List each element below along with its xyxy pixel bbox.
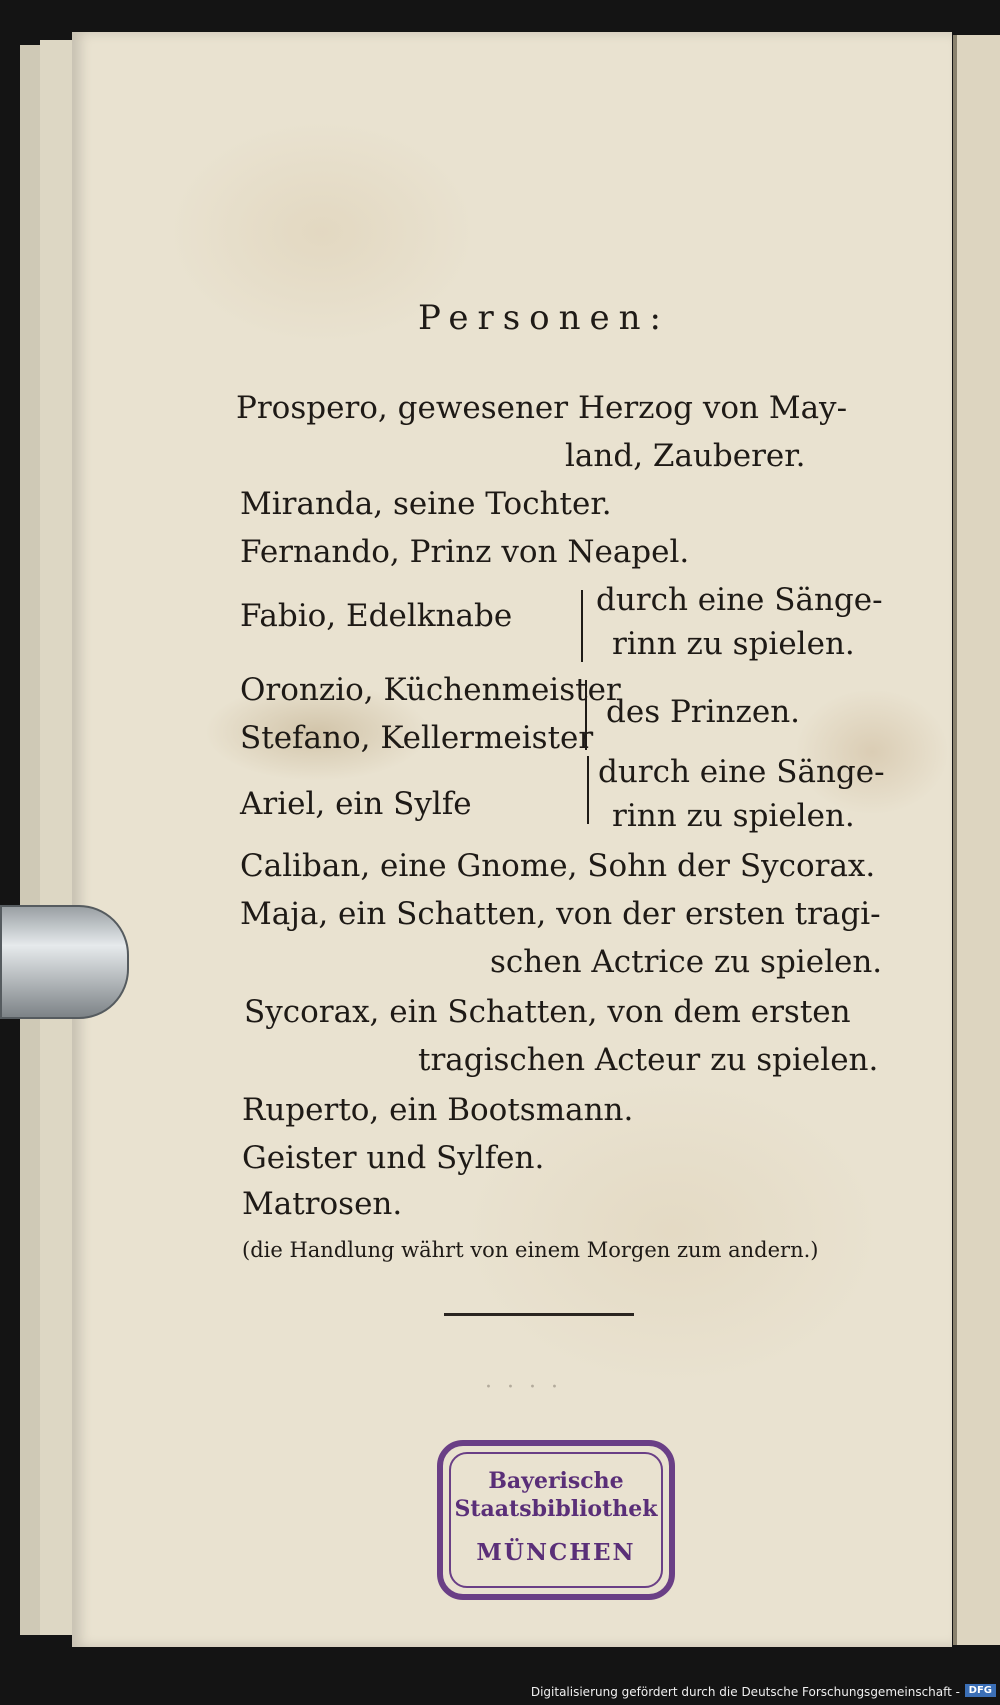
cast-maja-line1: Maja, ein Schatten, von der ersten tragi- (240, 896, 881, 932)
book-page (72, 32, 952, 1647)
cast-maja-line2: schen Actrice zu spielen. (490, 944, 883, 980)
divider-rule (444, 1313, 634, 1316)
cast-ariel: Ariel, ein Sylfe (240, 786, 472, 822)
brace-fabio (581, 590, 583, 662)
stamp-line-1: Bayerische (488, 1468, 624, 1494)
right-page-edge (953, 35, 1000, 1645)
stamp-line-3: MÜNCHEN (476, 1539, 636, 1566)
page-heading: Personen: (418, 298, 671, 338)
page-clip (0, 905, 129, 1019)
cast-fabio: Fabio, Edelknabe (240, 598, 513, 634)
cast-prospero-line2: land, Zauberer. (565, 438, 806, 474)
cast-ruperto: Ruperto, ein Bootsmann. (242, 1092, 634, 1128)
cast-servants-note: des Prinzen. (606, 694, 801, 730)
cast-sycorax-line1: Sycorax, ein Schatten, von dem ersten (244, 994, 851, 1030)
dfg-logo: DFG (965, 1684, 996, 1697)
gutter-shadow (953, 35, 957, 1645)
stamp-line-2: Staatsbibliothek (454, 1496, 658, 1522)
cast-fernando: Fernando, Prinz von Neapel. (240, 534, 690, 570)
cast-miranda: Miranda, seine Tochter. (240, 486, 612, 522)
brace-ariel (587, 756, 589, 824)
cast-sycorax-line2: tragischen Acteur zu spielen. (418, 1042, 879, 1078)
library-stamp (437, 1440, 675, 1600)
cast-oronzio: Oronzio, Küchenmeister (240, 672, 621, 708)
cast-geister: Geister und Sylfen. (242, 1140, 545, 1176)
footer-credit: Digitalisierung gefördert durch die Deutsche Forschungsgemeinschaft - (530, 1685, 960, 1699)
stage-note: (die Handlung währt von einem Morgen zum andern.) (242, 1238, 819, 1262)
cast-fabio-note-2: rinn zu spielen. (612, 626, 855, 662)
cast-caliban: Caliban, eine Gnome, Sohn der Sycorax. (240, 848, 876, 884)
brace-servants (585, 680, 587, 750)
cast-ariel-note-1: durch eine Sänge- (598, 754, 885, 790)
faint-mark: · · · · (485, 1375, 562, 1400)
cast-fabio-note-1: durch eine Sänge- (596, 582, 883, 618)
cast-ariel-note-2: rinn zu spielen. (612, 798, 855, 834)
cast-stefano: Stefano, Kellermeister (240, 720, 594, 756)
cast-matrosen: Matrosen. (242, 1186, 403, 1222)
cast-prospero-line1: Prospero, gewesener Herzog von May- (236, 390, 848, 426)
